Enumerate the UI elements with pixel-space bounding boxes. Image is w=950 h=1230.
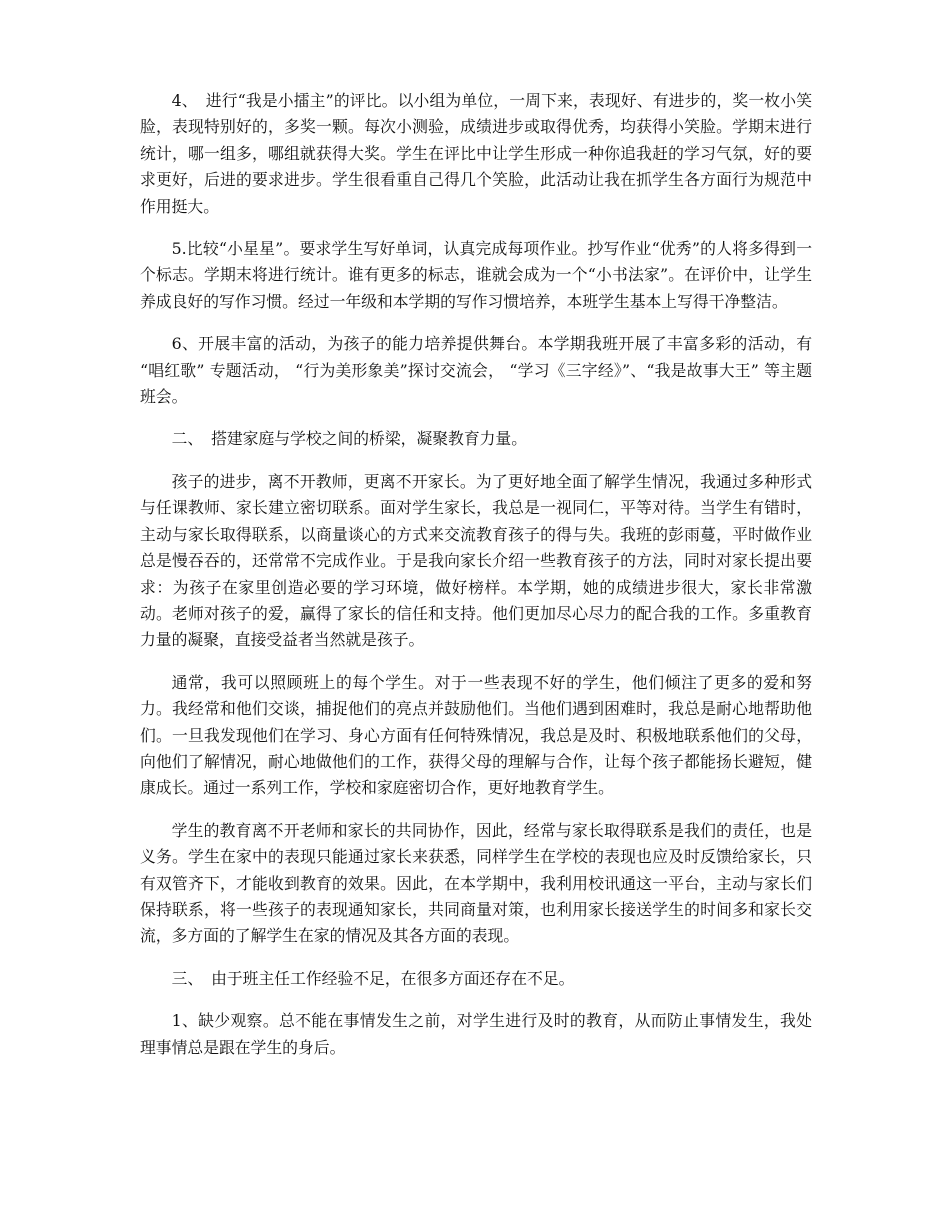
paragraph-parents-contact: 孩子的进步，离不开教师，更离不开家长。为了更好地全面了解学生情况，我通过多种形式与任课教师、家长建立密切联系。面对学生家长，我总是一视同仁，平等对待。当学生有错时，主动与家长取得联系，以商量谈心的方式来交流教育孩子的得与失。我班的彭雨蔓，平时做作业总是慢吞吞的，还常常不完成作业。于是我向家长介绍一些教育孩子的方法，同时对家长提出要求：为孩子在家里创造必要的学习环境，做好榜样。本学期，她的成绩进步很大，家长非常激动。老师对孩子的爱，赢得了家长的信任和支持。他们更加尽心尽力的配合我的工作。多重教育力量的凝聚，直接受益者当然就是孩子。	[140, 471, 812, 650]
paragraph-item-5-stars: 5.比较“小星星”。要求学生写好单词，认真完成每项作业。抄写作业“优秀”的人将多得到一个标志。学期末将进行统计。谁有更多的标志，谁就会成为一个“小书法家”。在评价中，让学生养成良好的写作习惯。经过一年级和本学期的写作习惯培养，本班学生基本上写得干净整洁。	[140, 239, 812, 311]
paragraph-shortcoming-1: 1、缺少观察。总不能在事情发生之前，对学生进行及时的教育，从而防止事情发生，我处理事情总是跟在学生的身后。	[140, 1011, 812, 1057]
paragraph-care-students: 通常，我可以照顾班上的每个学生。对于一些表现不好的学生，他们倾注了更多的爱和努力。我经常和他们交谈，捕捉他们的亮点并鼓励他们。当他们遇到困难时，我总是耐心地帮助他们。一旦我发现他们在学习、身心方面有任何特殊情况，我总是及时、积极地联系他们的父母，向他们了解情况，耐心地做他们的工作，获得父母的理解与合作，让每个孩子都能扬长避短，健康成长。通过一系列工作，学校和家庭密切合作，更好地教育学生。	[140, 672, 812, 798]
section-heading-3: 三、 由于班主任工作经验不足，在很多方面还存在不足。	[171, 968, 575, 988]
section-heading-2: 二、 搭建家庭与学校之间的桥梁，凝聚教育力量。	[171, 429, 528, 449]
paragraph-item-4-ranking: 4、 进行“我是小擂主”的评比。以小组为单位，一周下来，表现好、有进步的，奖一枚小笑脸，表现特别好的，多奖一颗。每次小测验，成绩进步或取得优秀，均获得小笑脸。学期末进行统计，哪一组多，哪组就获得大奖。学生在评比中让学生形成一种你追我赶的学习气氛，好的要求更好，后进的要求进步。学生很看重自己得几个笑脸，此活动让我在抓学生各方面行为规范中作用挺大。	[140, 91, 812, 216]
paragraph-item-6-activities: 6、开展丰富的活动，为孩子的能力培养提供舞台。本学期我班开展了丰富多彩的活动，有 “唱红歌” 专题活动， “行为美形象美”探讨交流会， “学习《三字经》”、“我是故事大王” 等主题班会。	[140, 334, 812, 407]
paragraph-cooperation: 学生的教育离不开老师和家长的共同协作，因此，经常与家长取得联系是我们的责任，也是义务。学生在家中的表现只能通过家长来获悉，同样学生在学校的表现也应及时反馈给家长，只有双管齐下，才能收到教育的效果。因此，在本学期中，我利用校讯通这一平台，主动与家长们保持联系，将一些孩子的表现通知家长，共同商量对策，也利用家长接送学生的时间多和家长交流，多方面的了解学生在家的情况及其各方面的表现。	[140, 820, 812, 946]
document-page	[140, 88, 812, 1077]
